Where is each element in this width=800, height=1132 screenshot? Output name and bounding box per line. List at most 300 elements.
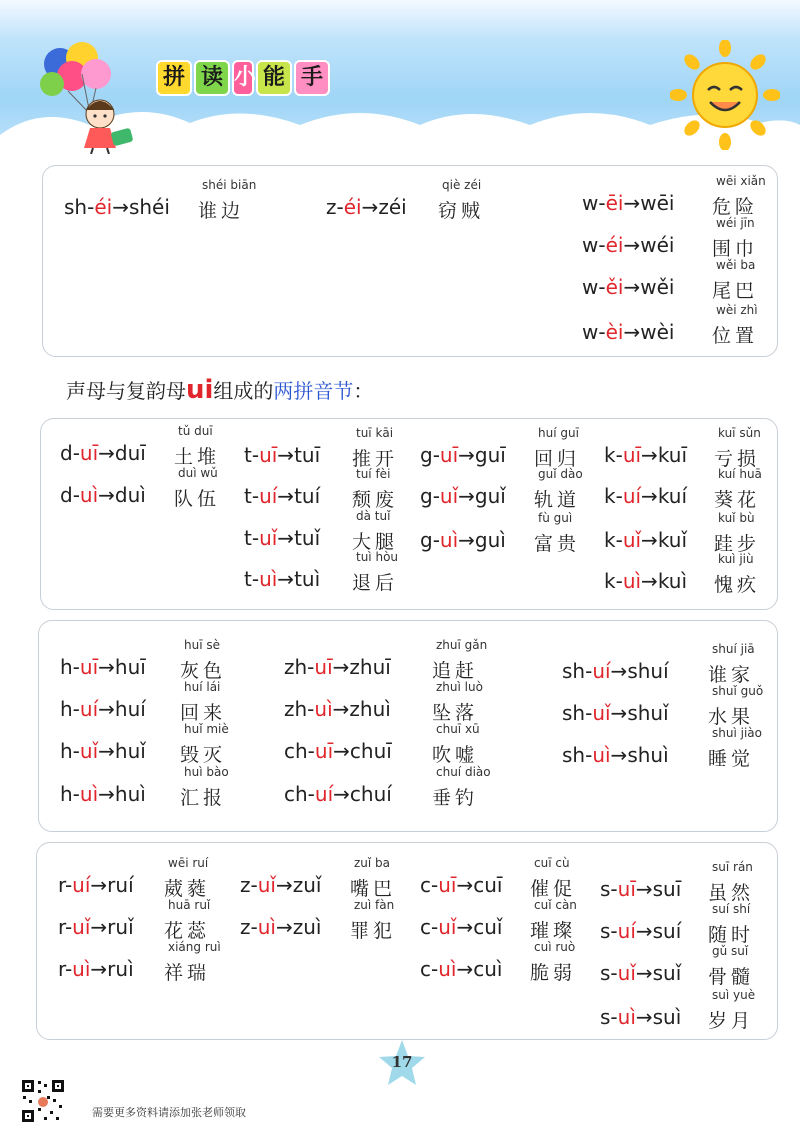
word-characters: 花蕊: [164, 920, 211, 942]
syllable-formula: [244, 443, 320, 467]
word-pinyin: tǔ duī: [178, 424, 213, 438]
syllable-formula: [58, 873, 134, 897]
word-pinyin: suì yuè: [712, 988, 756, 1002]
word-characters: 亏损: [714, 448, 761, 470]
syllable-formula: [60, 739, 146, 763]
rime: uí: [314, 782, 334, 806]
word-characters: 毁灭: [180, 744, 227, 766]
initial: s-: [600, 1005, 618, 1029]
syllable-formula: [420, 915, 502, 939]
initial: sh-: [562, 743, 593, 767]
title-char: 小: [232, 60, 254, 96]
rime: uì: [72, 957, 91, 981]
rime: ēi: [605, 191, 624, 215]
rime: uì: [314, 697, 333, 721]
word-pinyin: wěi ba: [716, 258, 756, 272]
syllable-formula: [60, 441, 146, 465]
syllable-formula: [604, 569, 687, 593]
syllable-formula: [60, 655, 146, 679]
page-number: 17: [391, 1053, 413, 1071]
word-pinyin: zhuì luò: [436, 680, 483, 694]
section-title-pre: 声母与复韵母: [66, 379, 186, 403]
rime: uí: [79, 697, 99, 721]
word-pinyin: huī sè: [184, 638, 220, 652]
word-characters: 水果: [708, 706, 755, 728]
syllable-formula: [420, 443, 506, 467]
arrow: →: [275, 873, 293, 897]
initial: z-: [326, 195, 344, 219]
syllable-result: tuí: [294, 484, 321, 508]
initial: sh-: [562, 659, 593, 683]
arrow: →: [361, 195, 379, 219]
rime: uì: [257, 915, 276, 939]
word-pinyin: dà tuǐ: [356, 509, 391, 523]
word-characters: 谁边: [198, 200, 245, 222]
initial: w-: [582, 233, 606, 257]
rime: uǐ: [439, 484, 459, 508]
arrow: →: [458, 528, 475, 552]
syllable-formula: [562, 701, 669, 725]
rime: uí: [622, 484, 642, 508]
syllable-formula: [600, 1005, 681, 1029]
word-pinyin: huí lái: [184, 680, 221, 694]
word-characters: 大腿: [352, 531, 399, 553]
word-pinyin: zuǐ ba: [354, 856, 391, 870]
word-characters: 富贵: [534, 533, 581, 555]
initial: k-: [604, 443, 623, 467]
initial: c-: [420, 915, 439, 939]
syllable-result: wèi: [640, 320, 675, 344]
syllable-result: shuǐ: [627, 701, 669, 725]
rime: uī: [314, 655, 333, 679]
syllable-result: huǐ: [114, 739, 146, 763]
arrow: →: [623, 275, 641, 299]
initial: g-: [420, 443, 440, 467]
arrow: →: [641, 443, 658, 467]
initial: r-: [58, 957, 73, 981]
word-pinyin: chuí diào: [436, 765, 491, 779]
initial: s-: [600, 919, 618, 943]
initial: t-: [244, 484, 260, 508]
word-characters: 葵花: [714, 489, 761, 511]
syllable-result: ruí: [107, 873, 134, 897]
rime: uī: [259, 443, 278, 467]
word-pinyin: huí guī: [538, 426, 579, 440]
initial: s-: [600, 877, 618, 901]
word-characters: 追赶: [432, 660, 479, 682]
arrow: →: [98, 655, 115, 679]
syllable-formula: [582, 275, 674, 299]
syllable-result: huì: [114, 782, 146, 806]
word-pinyin: zhuī gǎn: [436, 638, 488, 652]
syllable-result: zhuī: [349, 655, 391, 679]
arrow: →: [635, 1005, 653, 1029]
word-characters: 围巾: [712, 238, 759, 260]
arrow: →: [333, 782, 350, 806]
arrow: →: [641, 484, 658, 508]
syllable-formula: [60, 483, 146, 507]
word-characters: 脆弱: [530, 962, 577, 984]
sun-icon: [670, 40, 780, 150]
syllable-result: zuǐ: [292, 873, 322, 897]
word-pinyin: shuǐ guǒ: [712, 684, 764, 698]
syllable-result: huī: [114, 655, 146, 679]
arrow: →: [635, 961, 653, 985]
syllable-result: zéi: [378, 195, 407, 219]
syllable-result: tuī: [294, 443, 321, 467]
word-characters: 推开: [352, 448, 399, 470]
word-characters: 谁家: [708, 664, 755, 686]
syllable-formula: [58, 957, 134, 981]
syllable-result: guǐ: [474, 484, 506, 508]
syllable-result: cuī: [473, 873, 503, 897]
word-characters: 罪犯: [350, 920, 397, 942]
initial: k-: [604, 569, 623, 593]
syllable-result: duì: [114, 483, 146, 507]
initial: r-: [58, 915, 73, 939]
initial: d-: [60, 441, 80, 465]
syllable-formula: [562, 743, 669, 767]
word-pinyin: wèi zhì: [716, 303, 758, 317]
qr-code-icon: [20, 1078, 66, 1124]
word-characters: 璀璨: [530, 920, 577, 942]
word-pinyin: zuì fàn: [354, 898, 395, 912]
initial: h-: [60, 697, 80, 721]
word-pinyin: wēi xiǎn: [716, 174, 766, 188]
word-characters: 随时: [708, 924, 755, 946]
arrow: →: [610, 659, 628, 683]
word-pinyin: wéi jīn: [716, 216, 755, 230]
rime: uī: [79, 441, 99, 465]
syllable-formula: [284, 655, 391, 679]
word-pinyin: cuī cù: [534, 856, 570, 870]
rime: uī: [617, 877, 636, 901]
word-pinyin: kuī sǔn: [718, 426, 761, 440]
initial: w-: [582, 191, 606, 215]
initial: s-: [600, 961, 618, 985]
rime: uí: [72, 873, 91, 897]
word-characters: 跬步: [714, 533, 761, 555]
arrow: →: [98, 739, 115, 763]
word-characters: 骨髓: [708, 966, 755, 988]
syllable-result: wēi: [640, 191, 675, 215]
word-pinyin: shuí jiā: [712, 642, 755, 656]
footer-text: 需要更多资料请添加张老师领取: [92, 1106, 246, 1119]
initial: c-: [420, 873, 439, 897]
rime: éi: [605, 233, 624, 257]
word-characters: 回归: [534, 448, 581, 470]
syllable-formula: [326, 195, 407, 219]
syllable-formula: [604, 528, 687, 552]
word-characters: 轨道: [534, 489, 581, 511]
arrow: →: [90, 957, 108, 981]
syllable-formula: [64, 195, 170, 219]
rime: uī: [438, 873, 457, 897]
rime: uī: [79, 655, 99, 679]
word-pinyin: kuǐ bù: [718, 511, 755, 525]
rime: uì: [622, 569, 642, 593]
syllable-formula: [420, 957, 502, 981]
syllable-result: shéi: [128, 195, 170, 219]
syllable-result: kuí: [657, 484, 688, 508]
rime: uǐ: [72, 915, 91, 939]
syllable-result: kuī: [657, 443, 688, 467]
rime: uì: [79, 483, 99, 507]
initial: r-: [58, 873, 73, 897]
syllable-formula: [420, 484, 506, 508]
title-char: 能: [256, 60, 292, 96]
word-characters: 汇报: [180, 787, 227, 809]
rime: uí: [617, 919, 636, 943]
rime: éi: [343, 195, 362, 219]
arrow: →: [610, 743, 628, 767]
word-pinyin: chuī xū: [436, 722, 480, 736]
syllable-formula: [420, 873, 502, 897]
syllable-formula: [58, 915, 134, 939]
word-pinyin: wēi ruí: [168, 856, 209, 870]
syllable-formula: [244, 567, 320, 591]
arrow: →: [458, 484, 475, 508]
arrow: →: [98, 483, 115, 507]
word-characters: 睡觉: [708, 748, 755, 770]
word-pinyin: tuì hòu: [356, 550, 399, 564]
section-title-highlight: 两拼音节: [273, 379, 354, 403]
rime: uī: [622, 443, 642, 467]
syllable-result: tuǐ: [294, 526, 321, 550]
arrow: →: [458, 443, 475, 467]
arrow: →: [277, 526, 295, 550]
initial: k-: [604, 484, 623, 508]
word-pinyin: cuì ruò: [534, 940, 576, 954]
arrow: →: [456, 957, 474, 981]
syllable-result: kuǐ: [657, 528, 688, 552]
syllable-formula: [604, 443, 687, 467]
word-pinyin: cuǐ càn: [534, 898, 577, 912]
rime: uǐ: [259, 526, 278, 550]
rime: uǐ: [617, 961, 636, 985]
arrow: →: [456, 915, 474, 939]
syllable-result: guì: [474, 528, 506, 552]
arrow: →: [98, 697, 115, 721]
word-pinyin: tuī kāi: [356, 426, 394, 440]
arrow: →: [610, 701, 628, 725]
word-pinyin: huì bào: [184, 765, 229, 779]
syllable-result: suī: [652, 877, 682, 901]
syllable-formula: [600, 877, 681, 901]
syllable-result: zhuì: [349, 697, 391, 721]
rime: uī: [439, 443, 459, 467]
word-characters: 垂钓: [432, 787, 479, 809]
arrow: →: [277, 484, 295, 508]
syllable-result: kuì: [657, 569, 688, 593]
arrow: →: [635, 919, 653, 943]
section-title-post: ：: [353, 379, 374, 403]
arrow: →: [332, 655, 350, 679]
arrow: →: [456, 873, 474, 897]
initial: c-: [420, 957, 439, 981]
arrow: →: [635, 877, 653, 901]
ui-syllable-box-2: [38, 620, 778, 832]
syllable-result: shuì: [627, 743, 669, 767]
syllable-result: duī: [114, 441, 146, 465]
rime: uǐ: [438, 915, 457, 939]
arrow: →: [90, 873, 108, 897]
initial: t-: [244, 567, 260, 591]
syllable-formula: [240, 915, 321, 939]
word-pinyin: guǐ dào: [538, 467, 583, 481]
rime: uì: [617, 1005, 636, 1029]
arrow: →: [623, 191, 641, 215]
syllable-result: chuí: [349, 782, 392, 806]
syllable-result: suí: [652, 919, 682, 943]
syllable-result: huí: [114, 697, 146, 721]
word-pinyin: kuì jiù: [718, 552, 754, 566]
rime: uí: [592, 659, 611, 683]
syllable-result: chuī: [349, 739, 392, 763]
word-characters: 危险: [712, 196, 759, 218]
word-pinyin: suī rán: [712, 860, 753, 874]
syllable-formula: [244, 484, 320, 508]
syllable-result: suì: [652, 1005, 682, 1029]
word-characters: 尾巴: [712, 280, 759, 302]
word-characters: 灰色: [180, 660, 227, 682]
syllable-result: ruǐ: [107, 915, 134, 939]
arrow: →: [98, 782, 115, 806]
syllable-result: suǐ: [652, 961, 682, 985]
initial: d-: [60, 483, 80, 507]
syllable-formula: [582, 191, 674, 215]
syllable-formula: [582, 233, 674, 257]
word-characters: 葳蕤: [164, 878, 211, 900]
word-pinyin: fù guì: [538, 511, 573, 525]
arrow: →: [623, 233, 641, 257]
title-char: 手: [294, 60, 330, 96]
word-characters: 回来: [180, 702, 227, 724]
word-pinyin: shuì jiào: [712, 726, 762, 740]
arrow: →: [98, 441, 115, 465]
syllable-formula: [284, 697, 391, 721]
rime: uǐ: [257, 873, 276, 897]
initial: w-: [582, 320, 606, 344]
word-pinyin: shéi biān: [202, 178, 257, 192]
initial: h-: [60, 655, 80, 679]
initial: h-: [60, 782, 80, 806]
rime: èi: [605, 320, 624, 344]
syllable-formula: [600, 919, 681, 943]
word-characters: 祥瑞: [164, 962, 211, 984]
rime: uì: [592, 743, 611, 767]
initial: z-: [240, 873, 258, 897]
arrow: →: [641, 528, 658, 552]
initial: ch-: [284, 739, 315, 763]
word-pinyin: huā ruǐ: [168, 898, 211, 912]
initial: zh-: [284, 697, 315, 721]
arrow: →: [275, 915, 293, 939]
syllable-formula: [284, 739, 392, 763]
syllable-formula: [604, 484, 687, 508]
word-characters: 吹嘘: [432, 744, 479, 766]
syllable-formula: [582, 320, 674, 344]
arrow: →: [641, 569, 658, 593]
section-title: [66, 375, 373, 405]
section-title-mid: 组成的: [213, 379, 274, 403]
syllable-formula: [244, 526, 320, 550]
word-characters: 虽然: [708, 882, 755, 904]
initial: g-: [420, 484, 440, 508]
rime: uí: [259, 484, 278, 508]
initial: ch-: [284, 782, 315, 806]
syllable-formula: [600, 961, 681, 985]
initial: h-: [60, 739, 80, 763]
section-title-rime: ui: [186, 375, 214, 405]
word-characters: 队伍: [174, 488, 221, 510]
initial: t-: [244, 526, 260, 550]
word-characters: 窃贼: [438, 200, 485, 222]
arrow: →: [332, 697, 350, 721]
arrow: →: [277, 567, 295, 591]
syllable-result: ruì: [107, 957, 134, 981]
word-characters: 嘴巴: [350, 878, 397, 900]
rime: uǐ: [622, 528, 642, 552]
arrow: →: [112, 195, 129, 219]
rime: uǐ: [79, 739, 99, 763]
word-pinyin: duì wǔ: [178, 466, 218, 480]
word-characters: 位置: [712, 325, 759, 347]
syllable-result: shuí: [627, 659, 669, 683]
word-characters: 催促: [530, 878, 577, 900]
word-characters: 退后: [352, 572, 399, 594]
arrow: →: [333, 739, 350, 763]
syllable-formula: [284, 782, 392, 806]
word-pinyin: huǐ miè: [184, 722, 229, 736]
syllable-result: guī: [474, 443, 506, 467]
syllable-formula: [60, 782, 146, 806]
word-pinyin: xiáng ruì: [168, 940, 221, 954]
initial: t-: [244, 443, 260, 467]
syllable-result: wěi: [640, 275, 675, 299]
page-title: [156, 58, 332, 98]
girl-with-balloons-icon: [38, 36, 148, 154]
word-pinyin: kuí huā: [718, 467, 762, 481]
rime: uì: [438, 957, 457, 981]
initial: k-: [604, 528, 623, 552]
syllable-result: cuǐ: [473, 915, 503, 939]
initial: sh-: [562, 701, 593, 725]
title-char: 拼: [156, 60, 192, 96]
initial: zh-: [284, 655, 315, 679]
syllable-result: zuì: [292, 915, 322, 939]
word-pinyin: suí shí: [712, 902, 751, 916]
syllable-result: wéi: [640, 233, 675, 257]
word-characters: 颓废: [352, 489, 399, 511]
rime: uì: [79, 782, 99, 806]
rime: ěi: [605, 275, 624, 299]
syllable-formula: [60, 697, 146, 721]
initial: sh-: [64, 195, 95, 219]
initial: g-: [420, 528, 440, 552]
rime: éi: [94, 195, 113, 219]
syllable-formula: [420, 528, 506, 552]
rime: uǐ: [592, 701, 611, 725]
word-characters: 岁月: [708, 1010, 755, 1032]
syllable-formula: [240, 873, 321, 897]
word-characters: 土堆: [174, 446, 221, 468]
syllable-formula: [562, 659, 669, 683]
initial: w-: [582, 275, 606, 299]
syllable-result: cuì: [473, 957, 503, 981]
rime: uī: [314, 739, 334, 763]
title-char: 读: [194, 60, 230, 96]
